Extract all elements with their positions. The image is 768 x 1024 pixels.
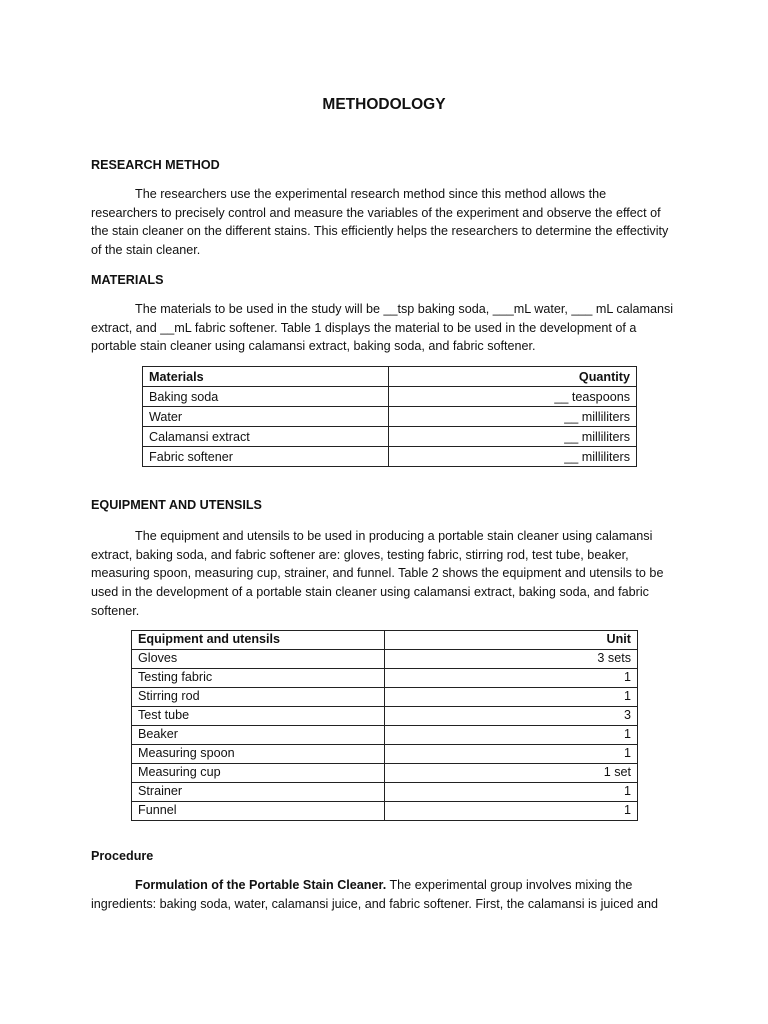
equipment-table-cell: 1 <box>385 745 638 764</box>
equipment-table-cell: 1 <box>385 688 638 707</box>
equipment-table-column-header: Unit <box>385 631 638 650</box>
equipment-table-row <box>132 688 638 707</box>
page-title: METHODOLOGY <box>322 96 446 113</box>
materials-table-cell: Calamansi extract <box>143 427 389 447</box>
equipment-table-cell: Beaker <box>132 726 385 745</box>
materials-table-row <box>143 407 637 427</box>
equipment-table-cell: 1 <box>385 726 638 745</box>
equipment-table-cell: Strainer <box>132 783 385 802</box>
equipment-table-header-row <box>132 631 638 650</box>
equipment-table-cell: Stirring rod <box>132 688 385 707</box>
equipment-table-cell: 3 <box>385 707 638 726</box>
materials-table-row <box>143 447 637 467</box>
equipment-table-cell: 1 <box>385 669 638 688</box>
equipment-table-row <box>132 783 638 802</box>
procedure-text: The experimental group involves mixing the ingredients: baking soda, water, calamansi juice, and fabric softener. First, the calamansi is juiced and <box>91 878 659 911</box>
equipment-table-row <box>132 745 638 764</box>
equipment-table-cell: 1 <box>385 802 638 821</box>
equipment-table-row <box>132 707 638 726</box>
materials-table-cell: Baking soda <box>143 387 389 407</box>
equipment-table-column-header: Equipment and utensils <box>132 631 385 650</box>
materials-table <box>142 366 637 467</box>
equipment-table-cell: Testing fabric <box>132 669 385 688</box>
equipment-table-cell: Funnel <box>132 802 385 821</box>
equipment-heading: EQUIPMENT AND UTENSILS <box>91 498 262 512</box>
materials-table-cell: __ milliliters <box>389 427 637 447</box>
equipment-table-row <box>132 802 638 821</box>
equipment-table-row <box>132 669 638 688</box>
materials-table-cell: __ milliliters <box>389 447 637 467</box>
materials-heading: MATERIALS <box>91 273 164 287</box>
equipment-paragraph: The equipment and utensils to be used in producing a portable stain cleaner using calamansi extract, baking soda, and fabric softener are: gloves, testing fabric, stirring rod, test tube, beaker, measuring spoon, measuring cup, strainer, and funnel. Table 2 shows the equipment and utensils to be used in the development of a portable stain cleaner using calamansi extract, baking soda, and fabric softener. <box>91 529 664 618</box>
materials-table-cell: Fabric softener <box>143 447 389 467</box>
materials-table-cell: Water <box>143 407 389 427</box>
equipment-table-row <box>132 650 638 669</box>
materials-table-cell: __ milliliters <box>389 407 637 427</box>
procedure-heading: Procedure <box>91 849 154 863</box>
equipment-table-cell: 1 set <box>385 764 638 783</box>
equipment-table <box>131 630 638 821</box>
equipment-table-cell: 1 <box>385 783 638 802</box>
research-method-paragraph: The researchers use the experimental research method since this method allows the researchers to precisely control and measure the variables of the experiment and observe the effect of the stain cleaner on the different stains. This efficiently helps the researchers to determine the effectivity of the stain cleaner. <box>91 187 669 258</box>
materials-table-column-header: Quantity <box>389 367 637 387</box>
materials-table-row <box>143 427 637 447</box>
equipment-table-cell: 3 sets <box>385 650 638 669</box>
equipment-table-cell: Test tube <box>132 707 385 726</box>
equipment-table-cell: Gloves <box>132 650 385 669</box>
procedure-paragraph <box>91 876 676 913</box>
materials-table-cell: __ teaspoons <box>389 387 637 407</box>
research-method-heading: RESEARCH METHOD <box>91 158 220 172</box>
materials-table-column-header: Materials <box>143 367 389 387</box>
equipment-table-cell: Measuring spoon <box>132 745 385 764</box>
materials-paragraph: The materials to be used in the study will be __tsp baking soda, ___mL water, ___ mL calamansi extract, and __mL fabric softener. Table 1 displays the material to be used in the development of a portable stain cleaner using calamansi extract, baking soda, and fabric softener. <box>91 302 674 354</box>
procedure-lead: Formulation of the Portable Stain Cleaner. <box>135 878 387 892</box>
equipment-table-cell: Measuring cup <box>132 764 385 783</box>
materials-table-header-row <box>143 367 637 387</box>
equipment-table-row <box>132 764 638 783</box>
materials-table-row <box>143 387 637 407</box>
equipment-table-row <box>132 726 638 745</box>
